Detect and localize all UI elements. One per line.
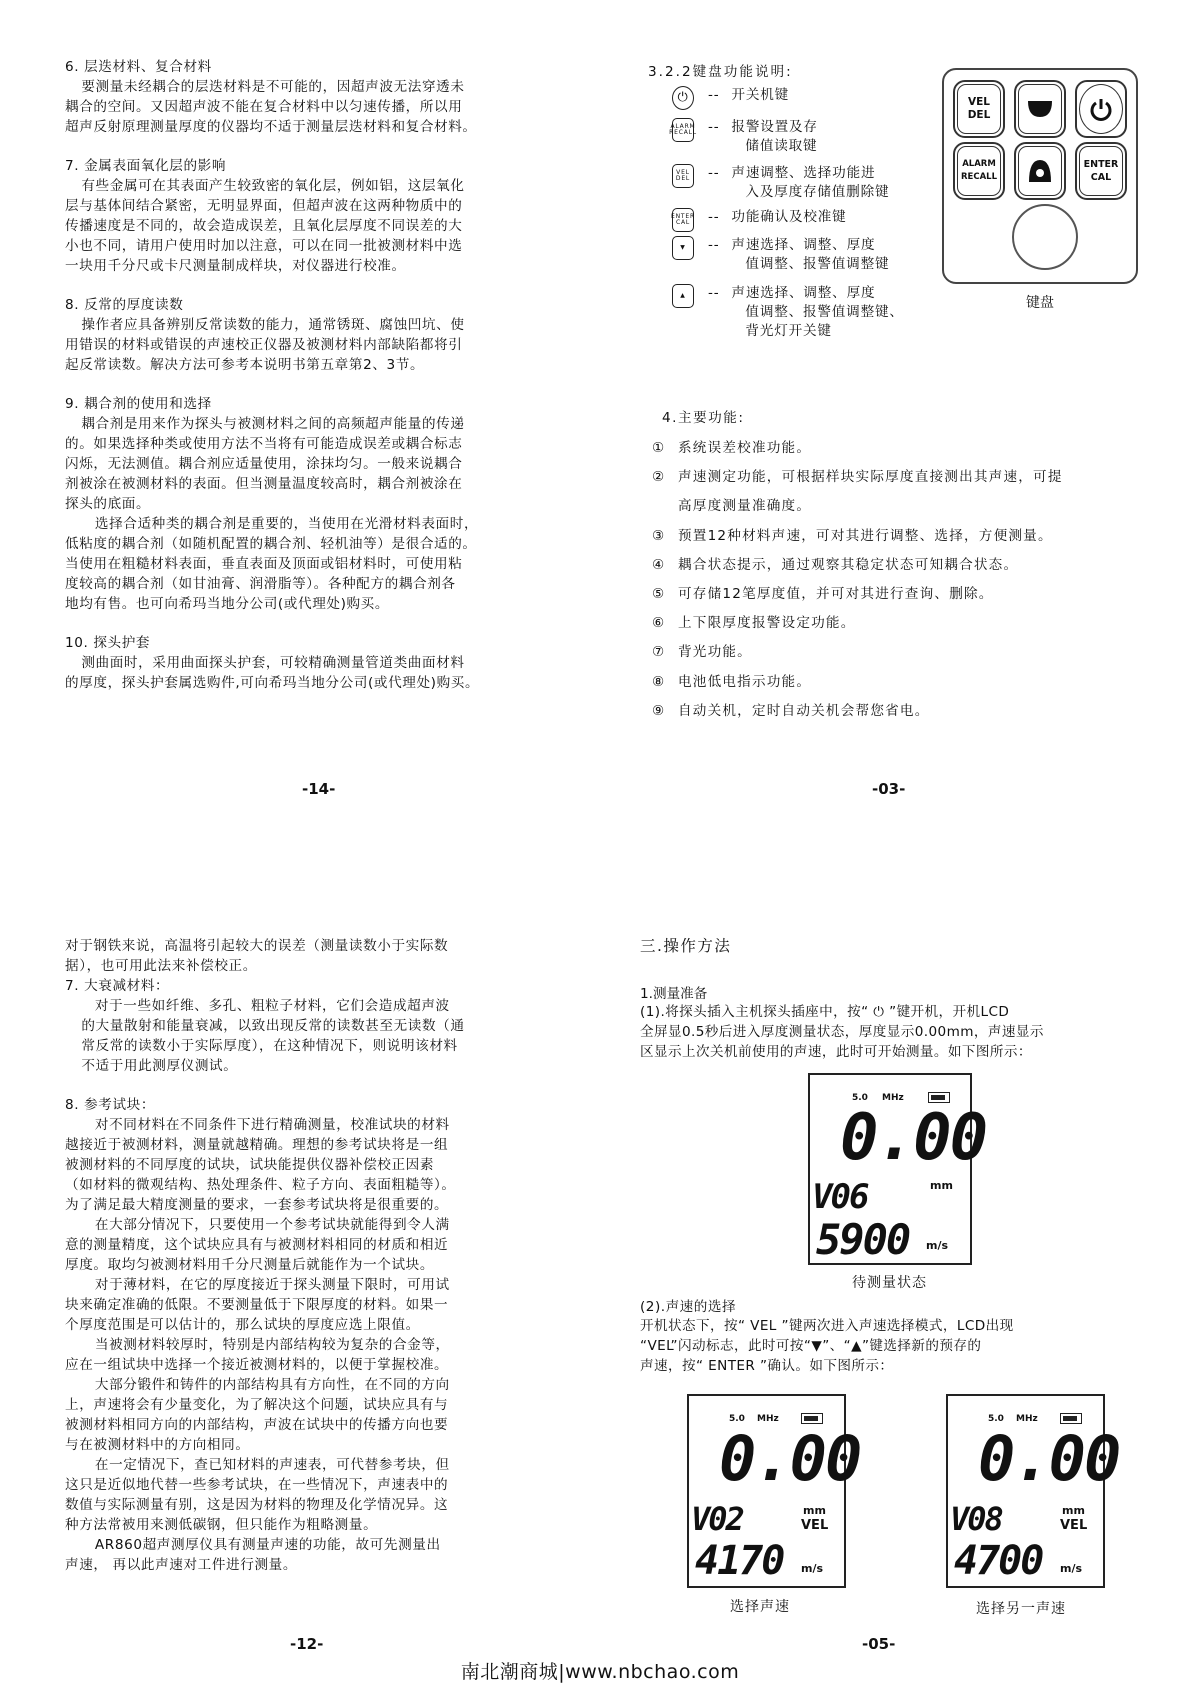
feature-number: ⑦	[652, 644, 666, 661]
body-line: (1).将探头插入主机探头插座中，按“ ⏻ ”键开机，开机LCD	[640, 1004, 1010, 1020]
feature-item	[652, 524, 1053, 544]
body-line: 7. 大衰减材料：	[65, 978, 170, 994]
feature-text: 背光功能。	[678, 644, 752, 661]
section-heading: 7. 金属表面氧化层的影响	[65, 158, 227, 174]
body-line: 用错误的材料或错误的声速校正仪器及被测材料内部缺陷都将引	[65, 337, 463, 353]
feature-item	[652, 582, 994, 602]
section-heading: 6. 层迭材料、复合材料	[65, 59, 212, 75]
feature-number: ③	[652, 527, 666, 544]
body-line: 厚度。取均匀被测材料用千分尺测量后就能作为一个试块。	[65, 1257, 435, 1273]
dash-separator: --	[708, 285, 720, 301]
body-line: 的。如果选择种类或使用方法不当将有可能造成误差或耦合标志	[65, 436, 463, 452]
spacer	[65, 1076, 595, 1095]
lcd-select-velocity-caption: 选择声速	[730, 1599, 790, 1615]
kp-alarm-recall-button: ALARM RECALL	[953, 142, 1005, 200]
body-line: 常反常的读数小于实际厚度），在这种情况下，则说明该材料	[81, 1038, 458, 1054]
body-line: 声速，按“ ENTER ”确认。如下图所示：	[640, 1358, 894, 1374]
page-14-text	[65, 57, 585, 693]
power-icon	[1088, 96, 1114, 122]
feature-text: 预置12种材料声速，可对其进行调整、选择，方便测量。	[678, 527, 1053, 544]
dash-separator: --	[708, 237, 720, 253]
body-line: 开机状态下，按“ VEL ”键两次进入声速选择模式，LCD出现	[640, 1318, 1014, 1334]
page-number-03: -03-	[872, 780, 906, 798]
key-row	[672, 86, 789, 110]
body-line: 当被测材料较厚时，特别是内部结构较为复杂的合金等，	[94, 1337, 450, 1353]
body-line: 应在一组试块中选择一个接近被测材料的，以便于掌握校准。	[65, 1357, 449, 1373]
body-line: 耦合的空间。又因超声波不能在复合材料中以匀速传播，所以用	[65, 99, 463, 115]
body-line: 为了满足最大精度测量的要求，一套参考试块将是很重要的。	[65, 1197, 449, 1213]
key-description-line: 储值读取键	[745, 138, 818, 154]
body-line: 低粘度的耦合剂（如随机配置的耦合剂、轻机油等）是很合适的。	[65, 536, 477, 552]
lcd-standby: 5.0 MHz 0.00 mm V06 5900 m/s	[808, 1073, 972, 1265]
dash-separator: --	[708, 119, 720, 135]
body-line: 越接近于被测材料，测量就越精确。理想的参考试块将是一组	[65, 1137, 449, 1153]
body-line: 有些金属可在其表面产生较致密的氧化层，例如铝，这层氧化	[81, 178, 465, 194]
body-line: 的厚度，探头护套属选购件,可向希玛当地分公司(或代理处)购买。	[65, 675, 480, 691]
key-row	[672, 208, 847, 232]
dash-separator: --	[708, 87, 720, 103]
kp-enter-cal-button: ENTER CAL	[1075, 142, 1127, 200]
body-line: 探头的底面。	[65, 496, 151, 512]
up-light-key-icon: ▲	[672, 284, 694, 308]
key-description-line: 值调整、报警值调整键	[745, 256, 890, 272]
body-line: 选择合适种类的耦合剂是重要的，当使用在光滑材料表面时，	[94, 516, 479, 532]
body-line: 意的测量精度，这个试块应具有与被测材料相同的材质和相近	[65, 1237, 449, 1253]
body-line: 对不同材料在不同条件下进行精确测量，校准试块的材料	[94, 1117, 450, 1133]
feature-text: 声速测定功能，可根据样块实际厚度直接测出其声速，可提	[678, 469, 1063, 486]
body-line: 小也不同，请用户使用时加以注意，可以在同一批被测材料中选	[65, 238, 463, 254]
body-line: 被测材料相同方向的内部结构，声波在试块中的传播方向也要	[65, 1417, 449, 1433]
body-line: 与在被测材料中的方向相同。	[65, 1437, 250, 1453]
down-icon	[1026, 99, 1054, 119]
key-description-line: 值调整、报警值调整键、	[745, 304, 904, 320]
key-description	[731, 236, 889, 274]
sub-measure-prep: 1.测量准备	[640, 986, 708, 1002]
lcd-select-velocity: 5.0 MHz 0.00 mm VEL V02 4170 m/s	[687, 1394, 846, 1588]
key-row	[672, 164, 889, 202]
body-line: 起反常读数。解决方法可参考本说明书第五章第2、3节。	[65, 357, 425, 373]
prep-paragraph	[640, 1002, 1140, 1062]
feature-text: 电池低电指示功能。	[678, 673, 812, 690]
body-line: （如材料的微观结构、热处理条件、粒子方向、表面粗糙等）。	[65, 1177, 456, 1193]
body-line: 种方法常被用来测低碳钢，但只能作为粗略测量。	[65, 1517, 378, 1533]
features-title: 4.主要功能:	[662, 410, 745, 426]
feature-text: 高厚度测量准确度。	[678, 498, 812, 515]
kp-probe-socket	[1012, 204, 1078, 270]
keyboard-section-title: 3.2.2键盘功能说明:	[648, 64, 793, 80]
kp-up-light-button	[1014, 142, 1066, 200]
feature-number: ⑨	[652, 702, 666, 719]
body-line: 传播速度是不同的，故会造成误差，且氧化层厚度不同误差的大	[65, 218, 463, 234]
section-heading: 8. 反常的厚度读数	[65, 297, 184, 313]
enter-cal-key-icon: ENTER CAL	[672, 208, 694, 232]
lcd-select-another-velocity-caption: 选择另一声速	[976, 1601, 1066, 1617]
body-line: 据），也可用此法来补偿校正。	[65, 958, 257, 974]
body-line: 要测量未经耦合的层迭材料是不可能的，因超声波无法穿透未	[81, 79, 465, 95]
key-description-line: 声速选择、调整、厚度	[731, 237, 876, 253]
key-description	[731, 284, 903, 341]
key-row	[672, 284, 904, 341]
page-12-text	[65, 936, 595, 1575]
body-line: 上，声速将会有少量变化，为了解决这个问题，试块应具有与	[65, 1397, 449, 1413]
feature-number: ②	[652, 469, 666, 486]
key-description-line: 入及厚度存储值删除键	[745, 184, 890, 200]
body-line: 全屏显0.5秒后进入厚度测量状态，厚度显示0.00mm，声速显示	[640, 1024, 1044, 1040]
key-description	[731, 208, 846, 227]
vel-del-key-icon: VEL DEL	[672, 164, 694, 188]
body-line: 剂被涂在被测材料的表面。但当测量温度较高时，耦合剂被涂在	[65, 476, 463, 492]
key-description	[731, 86, 789, 105]
feature-text: 上下限厚度报警设定功能。	[678, 615, 856, 632]
footer-site-link[interactable]: 南北潮商城|www.nbchao.com	[460, 1661, 740, 1683]
lcd-select-another-velocity: 5.0 MHz 0.00 mm VEL V08 4700 m/s	[946, 1394, 1105, 1588]
lcd-standby-caption: 待测量状态	[852, 1275, 927, 1291]
feature-item	[652, 494, 811, 514]
operation-title: 三.操作方法	[640, 937, 732, 955]
body-line: “VEL”闪动标志，此时可按“▼”、“▲”键选择新的预存的	[640, 1338, 982, 1354]
down-key-icon: ▼	[672, 236, 694, 260]
up-light-icon	[1025, 156, 1055, 186]
key-row	[672, 236, 889, 274]
body-line: 对于一些如纤维、多孔、粗粒子材料，它们会造成超声波	[94, 998, 450, 1014]
feature-text: 可存储12笔厚度值，并可对其进行查询、删除。	[678, 586, 994, 602]
body-line: 对于薄材料，在它的厚度接近于探头测量下限时，可用试	[94, 1277, 450, 1293]
key-description-line: 背光灯开关键	[745, 323, 832, 339]
sub-velocity-select: (2).声速的选择	[640, 1299, 737, 1315]
feature-item	[652, 611, 856, 631]
dash-separator: --	[708, 165, 720, 181]
feature-item	[652, 436, 811, 456]
key-row	[669, 118, 818, 156]
key-description-line: 功能确认及校准键	[731, 209, 847, 225]
body-line: 测曲面时，采用曲面探头护套，可较精确测量管道类曲面材料	[81, 655, 465, 671]
body-line: 超声反射原理测量厚度的仪器均不适于测量层迭材料和复合材料。	[65, 119, 477, 135]
kp-vel-del-button: VEL DEL	[953, 80, 1005, 138]
feature-number: ④	[652, 556, 666, 573]
section-heading: 10. 探头护套	[65, 635, 151, 651]
key-description-line: 开关机键	[731, 87, 789, 103]
key-description-line: 声速选择、调整、厚度	[731, 285, 876, 301]
power-key-icon: ⏻	[672, 86, 694, 110]
key-description-line: 报警设置及存	[731, 119, 818, 135]
body-line: 的大量散射和能量衰减，以致出现反常的读数甚至无读数（通	[81, 1018, 465, 1034]
body-line: 地均有售。也可向希玛当地分公司(或代理处)购买。	[65, 596, 390, 612]
key-description	[731, 118, 817, 156]
body-line: 闪烁，无法测值。耦合剂应适量使用，涂抹均匀。一般来说耦合	[65, 456, 463, 472]
body-line: 8. 参考试块：	[65, 1097, 156, 1113]
feature-number: ⑤	[652, 586, 666, 602]
body-line: 在大部分情况下，只要使用一个参考试块就能得到令人满	[94, 1217, 450, 1233]
key-description-line: 声速调整、选择功能进	[731, 165, 876, 181]
body-line: 大部分锻件和铸件的内部结构具有方向性，在不同的方向	[94, 1377, 450, 1393]
body-line: 声速， 再以此声速对工件进行测量。	[65, 1557, 298, 1573]
feature-item	[652, 699, 930, 719]
body-line: 在一定情况下，查已知材料的声速表，可代替参考块，但	[94, 1457, 450, 1473]
body-line: AR860超声测厚仪具有测量声速的功能，故可先测量出	[94, 1537, 441, 1553]
feature-text: 系统误差校准功能。	[678, 440, 812, 456]
feature-item	[652, 670, 811, 690]
key-description	[731, 164, 889, 202]
feature-text: 耦合状态提示，通过观察其稳定状态可知耦合状态。	[678, 556, 1019, 573]
body-line: 被测材料的不同厚度的试块，试块能提供仪器补偿校正因素	[65, 1157, 435, 1173]
body-line: 度较高的耦合剂（如甘油膏、润滑脂等）。各种配方的耦合剂各	[65, 576, 456, 592]
body-line: 块来确定准确的低限。不要测量低于下限厚度的材料。如果一	[65, 1297, 449, 1313]
body-line: 个厚度范围是可以估计的，那么试块的厚度应选上限值。	[65, 1317, 420, 1333]
body-line: 一块用千分尺或卡尺测量制成样块，对仪器进行校准。	[65, 258, 406, 274]
body-line: 操作者应具备辨别反常读数的能力，通常锈斑、腐蚀凹坑、使	[81, 317, 465, 333]
feature-text: 自动关机，定时自动关机会帮您省电。	[678, 702, 930, 719]
body-line: 数值与实际测量有别，这是因为材料的物理及化学情况异。这	[65, 1497, 449, 1513]
alarm-recall-key-icon: ALARM RECALL	[672, 118, 694, 142]
section-heading: 9. 耦合剂的使用和选择	[65, 396, 212, 412]
feature-number: ①	[652, 440, 666, 456]
body-line: 不适于用此测厚仪测试。	[81, 1058, 238, 1074]
page-number-14: -14-	[302, 780, 336, 798]
feature-item	[652, 640, 752, 660]
body-line: 层与基体间结合紧密，无明显界面，但超声波在这两种物质中的	[65, 198, 463, 214]
velocity-paragraph	[640, 1316, 1140, 1376]
feature-number: ⑧	[652, 673, 666, 690]
page-number-05: -05-	[862, 1635, 896, 1653]
body-line: 对于钢铁来说，高温将引起较大的误差（测量读数小于实际数	[65, 938, 449, 954]
keypad-caption: 键盘	[1026, 295, 1054, 311]
keypad-image	[942, 68, 1138, 284]
body-line: 耦合剂是用来作为探头与被测材料之间的高频超声能量的传递	[81, 416, 465, 432]
dash-separator: --	[708, 209, 720, 225]
feature-item	[652, 465, 1063, 485]
feature-item	[652, 553, 1018, 573]
body-line: 区显示上次关机前使用的声速，此时可开始测量。如下图所示：	[640, 1044, 1032, 1060]
feature-number: ⑥	[652, 615, 666, 632]
page-number-12: -12-	[290, 1635, 324, 1653]
kp-down-button	[1014, 80, 1066, 138]
body-line: 当使用在粗糙材料表面，垂直表面及顶面或铝材料时，可使用粘	[65, 556, 463, 572]
kp-power-button	[1075, 80, 1127, 138]
body-line: 这只是近似地代替一些参考试块，在一些情况下，声速表中的	[65, 1477, 449, 1493]
